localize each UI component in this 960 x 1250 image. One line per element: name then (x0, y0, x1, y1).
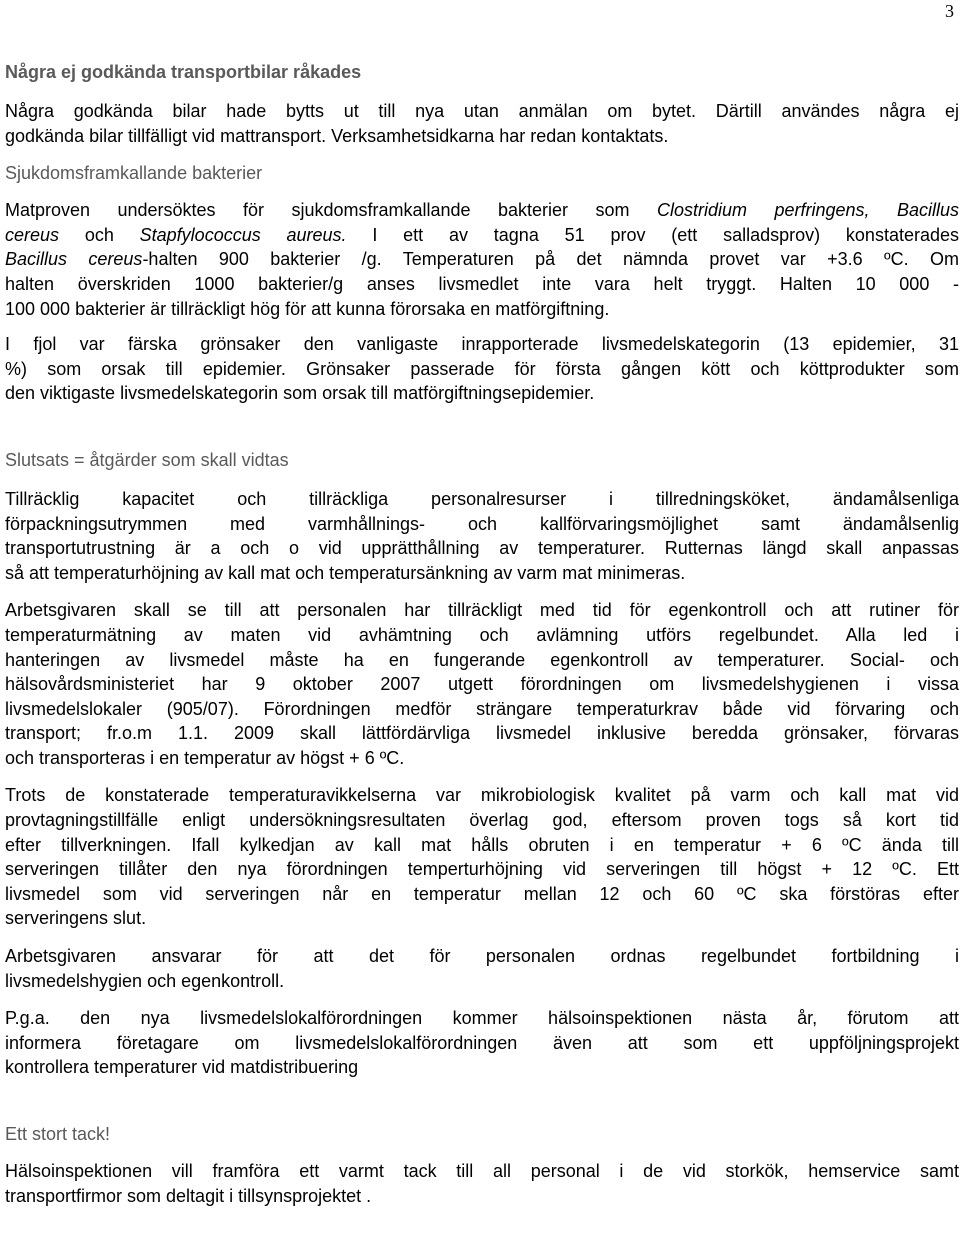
text-line: 100 000 bakterier är tillräckligt hög för att kunna förorsaka en matförgiftning. (5, 298, 610, 319)
text-line: Tillräcklig kapacitet och tillräckliga personalresurser i tillredningsköket, ändamålsenliga (5, 488, 959, 509)
text-line: serveringen tillåter den nya förordningen temperturhöjning vid serveringen till högst + 12 ºC. Ett (5, 859, 959, 880)
text-line: förpackningsutrymmen med varmhållnings- och kallförvaringsmöjlighet samt ändamålsenlig (5, 513, 959, 534)
species-name: Bacillus cereus (5, 249, 143, 270)
text-line: godkända bilar tillfälligt vid mattransport. Verksamhetsidkarna har redan kontaktats. (5, 125, 669, 146)
text-line: livsmedel som vid serveringen når en temperatur mellan 12 och 60 ºC ska förstöras efter (5, 883, 959, 904)
text-line: kontrollera temperaturer vid matdistribuering (5, 1057, 359, 1078)
text-run: och (59, 224, 140, 245)
text-line: Hälsoinspektionen vill framföra ett varmt tack till all personal i de vid storkök, hemservice samt (5, 1161, 959, 1181)
text-line (5, 198, 959, 223)
text-line: I fjol var färska grönsaker den vanligaste inrapporterade livsmedelskategorin (13 epidemier, 31 (5, 334, 959, 355)
text-line: och transporteras i en temperatur av högst + 6 ºC. (5, 747, 405, 768)
text-line: transportutrustning är a och o vid upprätthållning av temperaturer. Rutternas längd skall anpassas (5, 538, 959, 559)
text-line (5, 247, 959, 272)
species-name: cereus (5, 224, 60, 245)
paragraph-conclusion-5 (5, 1006, 959, 1080)
text-run: -halten 900 bakterier /g. Temperaturen på det nämnda provet var +3.6 ºC. Om (142, 249, 959, 270)
heading-conclusion: Slutsats = åtgärder som skall vidtas (5, 449, 289, 470)
heading-thanks: Ett stort tack! (5, 1124, 111, 1144)
text-line: Trots de konstaterade temperaturavikkelserna var mikrobiologisk kvalitet på varm och kall mat vid (5, 785, 959, 806)
text-line: P.g.a. den nya livsmedelslokalförordningen kommer hälsoinspektionen nästa år, förutom att (5, 1008, 959, 1029)
text-line: informera företagare om livsmedelslokalförordningen även att som ett uppföljningsprojekt (5, 1032, 959, 1053)
text-line: livsmedelshygien och egenkontroll. (5, 970, 285, 991)
paragraph-conclusion-3 (5, 783, 959, 931)
paragraph-transport (5, 99, 959, 148)
species-name: Stapfylococcus aureus. (139, 224, 347, 245)
paragraph-conclusion-2 (5, 598, 959, 770)
paragraph-bacteria (5, 198, 959, 321)
species-name: Clostridium perfringens, Bacillus (656, 200, 959, 221)
text-line: transport; fr.o.m 1.1. 2009 skall lättfördärvliga livsmedel inklusive beredda grönsaker, förvaras (5, 723, 959, 744)
text-line: provtagningstillfälle enligt undersökningsresultaten överlag god, eftersom proven togs så kort tid (5, 810, 959, 831)
text-line: serveringens slut. (5, 908, 147, 929)
text-line: hanteringen av livsmedel måste ha en fungerande egenkontroll av temperaturer. Social- och (5, 649, 959, 670)
text-line: den viktigaste livsmedelskategorin som orsak till matförgiftningsepidemier. (5, 383, 595, 404)
text-line: temperaturmätning av maten vid avhämtning och avlämning utförs regelbundet. Alla led i (5, 624, 959, 645)
text-line (5, 223, 959, 248)
text-line: hälsovårdsministeriet har 9 oktober 2007 utgett förordningen om livsmedelshygienen i vissa (5, 674, 959, 695)
text-run: Matproven undersöktes för sjukdomsframkallande bakterier som (5, 200, 657, 221)
heading-transport: Några ej godkända transportbilar råkades (5, 62, 362, 82)
text-run: I ett av tagna 51 prov (ett salladsprov) konstaterades (346, 224, 959, 245)
text-line: så att temperaturhöjning av kall mat och temperatursänkning av varm mat minimeras. (5, 562, 686, 583)
paragraph-conclusion-4 (5, 944, 959, 993)
text-line: Några godkända bilar hade bytts ut till nya utan anmälan om bytet. Därtill användes några ej (5, 101, 959, 121)
text-line: Arbetsgivaren skall se till att personalen har tillräckligt med tid för egenkontroll och att rutiner för (5, 600, 959, 621)
document-body (5, 60, 959, 1208)
paragraph-thanks (5, 1159, 959, 1208)
text-line: efter tillverkningen. Ifall kylkedjan av kall mat hålls obruten i en temperatur + 6 ºC ända till (5, 834, 959, 855)
text-line: transportfirmor som deltagit i tillsynsprojektet . (5, 1185, 372, 1206)
text-line: halten överskriden 1000 bakterier/g anses livsmedlet inte vara helt tryggt. Halten 10 000 - (5, 273, 959, 294)
text-line: %) som orsak till epidemier. Grönsaker passerade för första gången kött och köttprodukter som (5, 358, 959, 379)
heading-bacteria: Sjukdomsframkallande bakterier (5, 163, 263, 184)
text-line: Arbetsgivaren ansvarar för att det för personalen ordnas regelbundet fortbildning i (5, 946, 959, 967)
text-line: livsmedelslokaler (905/07). Förordningen medför strängare temperaturkrav både vid förvaring och (5, 698, 959, 719)
paragraph-conclusion-1 (5, 487, 959, 585)
page-number: 3 (945, 1, 954, 21)
paragraph-vegetables (5, 332, 959, 406)
